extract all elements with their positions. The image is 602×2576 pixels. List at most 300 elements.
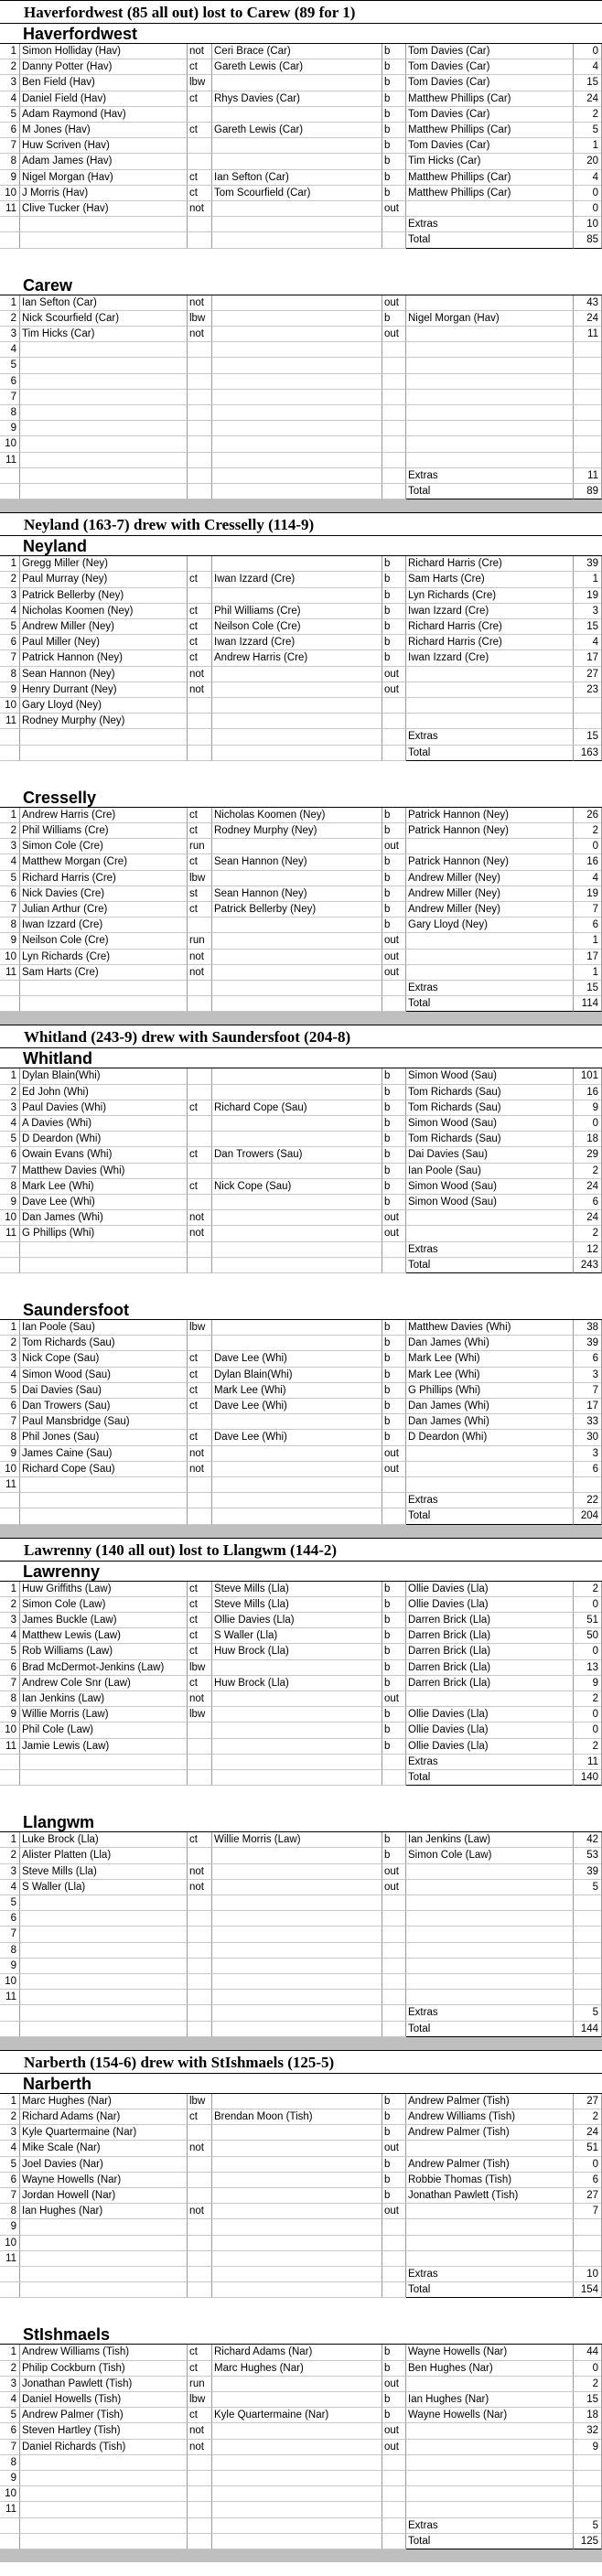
runs-scored bbox=[574, 1927, 602, 1942]
extras-label: Extras bbox=[406, 981, 574, 996]
bowler-name bbox=[406, 1477, 574, 1493]
bowled-marker: b bbox=[382, 1351, 406, 1367]
batting-row bbox=[0, 342, 602, 358]
total-value: 144 bbox=[574, 2022, 602, 2037]
row-number: 3 bbox=[0, 588, 20, 604]
bowler-name: Iwan Izzard (Cre) bbox=[406, 650, 574, 666]
dismissal-type bbox=[188, 138, 212, 154]
bowled-marker bbox=[382, 1927, 406, 1942]
bowled-marker bbox=[382, 2219, 406, 2235]
dismissal-type: lbw bbox=[188, 2392, 212, 2408]
empty-cell bbox=[382, 2005, 406, 2021]
batsman-name: M Jones (Hav) bbox=[20, 123, 188, 138]
fielder-name: Marc Hughes (Nar) bbox=[212, 2361, 382, 2377]
row-number: 6 bbox=[0, 1399, 20, 1414]
empty-cell bbox=[0, 1508, 20, 1524]
dismissal-type: not bbox=[188, 1462, 212, 1477]
batting-row bbox=[0, 2141, 602, 2156]
batsman-name: James Buckle (Law) bbox=[20, 1613, 188, 1628]
fielder-name bbox=[212, 1336, 382, 1351]
bowled-marker: b bbox=[382, 311, 406, 327]
batsman-name: Huw Griffiths (Law) bbox=[20, 1582, 188, 1597]
fielder-name: Steve Mills (Lla) bbox=[212, 1582, 382, 1597]
batsman-name bbox=[20, 421, 188, 436]
row-number: 3 bbox=[0, 1613, 20, 1628]
extras-row bbox=[0, 217, 602, 232]
bowled-marker: b bbox=[382, 886, 406, 902]
bowler-name bbox=[406, 2204, 574, 2219]
fielder-name bbox=[212, 154, 382, 169]
empty-cell bbox=[20, 746, 188, 761]
bowled-marker: b bbox=[382, 44, 406, 59]
bowler-name: Tom Davies (Car) bbox=[406, 107, 574, 123]
fielder-name bbox=[212, 2125, 382, 2141]
bowled-marker: out bbox=[382, 327, 406, 342]
batsman-name bbox=[20, 2251, 188, 2267]
extras-value: 22 bbox=[574, 1493, 602, 1508]
bowler-name bbox=[406, 342, 574, 358]
runs-scored bbox=[574, 1974, 602, 1990]
bowler-name: Tim Hicks (Car) bbox=[406, 154, 574, 169]
empty-cell bbox=[188, 981, 212, 996]
empty-cell bbox=[188, 484, 212, 499]
fielder-name bbox=[212, 453, 382, 468]
fielder-name bbox=[212, 714, 382, 729]
bowled-marker: b bbox=[382, 1068, 406, 1084]
empty-cell bbox=[382, 232, 406, 248]
fielder-name: Willie Morris (Law) bbox=[212, 1832, 382, 1848]
bowled-marker: b bbox=[382, 1195, 406, 1210]
empty-cell bbox=[382, 1508, 406, 1524]
bowler-name: Dan James (Whi) bbox=[406, 1399, 574, 1414]
batting-row bbox=[0, 871, 602, 886]
dismissal-type bbox=[188, 2471, 212, 2486]
batsman-name: Daniel Howells (Tish) bbox=[20, 2392, 188, 2408]
fielder-name bbox=[212, 421, 382, 436]
bowled-marker: b bbox=[382, 138, 406, 154]
runs-scored: 23 bbox=[574, 682, 602, 698]
fielder-name: Sean Hannon (Ney) bbox=[212, 886, 382, 902]
runs-scored: 0 bbox=[574, 839, 602, 854]
runs-scored: 24 bbox=[574, 311, 602, 327]
bowled-marker bbox=[382, 436, 406, 452]
bowler-name bbox=[406, 2423, 574, 2439]
dismissal-type bbox=[188, 588, 212, 604]
bowler-name bbox=[406, 453, 574, 468]
bowled-marker: b bbox=[382, 1848, 406, 1863]
bowled-marker: b bbox=[382, 1723, 406, 1738]
row-number: 11 bbox=[0, 1226, 20, 1241]
innings-spacer bbox=[0, 1273, 602, 1300]
batting-row bbox=[0, 123, 602, 138]
batsman-name: Lyn Richards (Cre) bbox=[20, 950, 188, 965]
bowler-name bbox=[406, 682, 574, 698]
row-number: 7 bbox=[0, 2188, 20, 2204]
runs-scored: 7 bbox=[574, 2204, 602, 2219]
batting-row bbox=[0, 1164, 602, 1179]
bowler-name: Simon Wood (Sau) bbox=[406, 1116, 574, 1132]
batting-row bbox=[0, 1895, 602, 1911]
dismissal-type bbox=[188, 421, 212, 436]
batting-row bbox=[0, 1336, 602, 1351]
bowler-name bbox=[406, 1990, 574, 2005]
batsman-name: D Deardon (Whi) bbox=[20, 1132, 188, 1147]
batsman-name: Simon Cole (Law) bbox=[20, 1597, 188, 1613]
batsman-name: Daniel Field (Hav) bbox=[20, 91, 188, 107]
runs-scored: 2 bbox=[574, 2109, 602, 2125]
extras-row bbox=[0, 729, 602, 745]
bowled-marker: b bbox=[382, 1707, 406, 1723]
dismissal-type: ct bbox=[188, 572, 212, 587]
fielder-name bbox=[212, 1195, 382, 1210]
empty-cell bbox=[0, 746, 20, 761]
bowled-marker bbox=[382, 1959, 406, 1974]
empty-cell bbox=[212, 2267, 382, 2282]
runs-scored: 18 bbox=[574, 1132, 602, 1147]
runs-scored: 0 bbox=[574, 2361, 602, 2377]
dismissal-type: not bbox=[188, 2141, 212, 2156]
runs-scored: 24 bbox=[574, 1179, 602, 1195]
match-separator bbox=[0, 2037, 602, 2050]
match-title: Lawrenny (140 all out) lost to Llangwm (144-2) bbox=[0, 1538, 602, 1562]
batting-row bbox=[0, 75, 602, 91]
bowler-name: Patrick Hannon (Ney) bbox=[406, 808, 574, 823]
bowler-name bbox=[406, 1691, 574, 1707]
bowled-marker bbox=[382, 698, 406, 714]
fielder-name: Dan Trowers (Sau) bbox=[212, 1147, 382, 1163]
batsman-name: Andrew Palmer (Tish) bbox=[20, 2408, 188, 2423]
total-value: 89 bbox=[574, 484, 602, 499]
row-number: 2 bbox=[0, 823, 20, 839]
runs-scored: 24 bbox=[574, 1210, 602, 1226]
empty-cell bbox=[382, 1493, 406, 1508]
dismissal-type bbox=[188, 154, 212, 169]
batting-row bbox=[0, 2125, 602, 2141]
runs-scored: 7 bbox=[574, 1383, 602, 1399]
batsman-name bbox=[20, 374, 188, 390]
empty-cell bbox=[382, 1242, 406, 1258]
fielder-name: Neilson Cole (Cre) bbox=[212, 619, 382, 635]
batting-row bbox=[0, 1226, 602, 1241]
runs-scored: 18 bbox=[574, 2408, 602, 2423]
empty-cell bbox=[382, 468, 406, 484]
bowler-name: Darren Brick (Lla) bbox=[406, 1644, 574, 1659]
batting-row bbox=[0, 1210, 602, 1226]
batsman-name bbox=[20, 390, 188, 405]
batting-row bbox=[0, 1085, 602, 1100]
empty-cell bbox=[212, 981, 382, 996]
bowled-marker: b bbox=[382, 1582, 406, 1597]
batting-row bbox=[0, 965, 602, 981]
fielder-name: Dave Lee (Whi) bbox=[212, 1399, 382, 1414]
bowler-name: Darren Brick (Lla) bbox=[406, 1676, 574, 1691]
bowler-name: Ollie Davies (Lla) bbox=[406, 1597, 574, 1613]
dismissal-type: not bbox=[188, 1880, 212, 1895]
row-number: 9 bbox=[0, 933, 20, 949]
fielder-name bbox=[212, 1226, 382, 1241]
row-number: 11 bbox=[0, 965, 20, 981]
batsman-name bbox=[20, 1911, 188, 1927]
runs-scored: 0 bbox=[574, 1116, 602, 1132]
runs-scored: 2 bbox=[574, 1739, 602, 1755]
batting-row bbox=[0, 1462, 602, 1477]
dismissal-type: ct bbox=[188, 604, 212, 619]
fielder-name bbox=[212, 588, 382, 604]
runs-scored: 51 bbox=[574, 1613, 602, 1628]
batsman-name: Adam Raymond (Hav) bbox=[20, 107, 188, 123]
dismissal-type: lbw bbox=[188, 1707, 212, 1723]
empty-cell bbox=[0, 2005, 20, 2021]
row-number: 2 bbox=[0, 2109, 20, 2125]
empty-cell bbox=[212, 996, 382, 1012]
bowled-marker bbox=[382, 2455, 406, 2471]
batting-row bbox=[0, 886, 602, 902]
runs-scored: 9 bbox=[574, 1676, 602, 1691]
row-number: 9 bbox=[0, 2219, 20, 2235]
row-number: 2 bbox=[0, 1336, 20, 1351]
batting-row bbox=[0, 311, 602, 327]
bowled-marker: b bbox=[382, 1116, 406, 1132]
bowled-marker bbox=[382, 2502, 406, 2517]
bowler-name: Patrick Hannon (Ney) bbox=[406, 823, 574, 839]
row-number: 8 bbox=[0, 1943, 20, 1959]
empty-cell bbox=[212, 217, 382, 232]
batting-row bbox=[0, 1147, 602, 1163]
runs-scored: 16 bbox=[574, 854, 602, 870]
batsman-name bbox=[20, 2455, 188, 2471]
bowler-name bbox=[406, 1974, 574, 1990]
batting-row bbox=[0, 1414, 602, 1430]
dismissal-type: ct bbox=[188, 1399, 212, 1414]
total-row bbox=[0, 1508, 602, 1524]
bowled-marker: b bbox=[382, 1179, 406, 1195]
bowler-name: Ben Hughes (Nar) bbox=[406, 2361, 574, 2377]
empty-cell bbox=[0, 484, 20, 499]
bowled-marker: out bbox=[382, 1691, 406, 1707]
batsman-name: Paul Miller (Ney) bbox=[20, 635, 188, 650]
bowler-name bbox=[406, 950, 574, 965]
empty-cell bbox=[212, 1755, 382, 1770]
batsman-name: Rob Williams (Law) bbox=[20, 1644, 188, 1659]
extras-value: 11 bbox=[574, 1755, 602, 1770]
runs-scored: 0 bbox=[574, 201, 602, 217]
batsman-name: Ian Sefton (Car) bbox=[20, 295, 188, 311]
fielder-name bbox=[212, 1068, 382, 1084]
batting-row bbox=[0, 2157, 602, 2173]
row-number: 9 bbox=[0, 1195, 20, 1210]
runs-scored: 5 bbox=[574, 1880, 602, 1895]
bowled-marker: out bbox=[382, 1210, 406, 1226]
bowler-name bbox=[406, 1959, 574, 1974]
empty-cell bbox=[20, 2005, 188, 2021]
row-number: 8 bbox=[0, 918, 20, 933]
batsman-name: Daniel Richards (Tish) bbox=[20, 2440, 188, 2455]
runs-scored: 43 bbox=[574, 295, 602, 311]
extras-label: Extras bbox=[406, 729, 574, 745]
empty-cell bbox=[212, 1258, 382, 1273]
dismissal-type: ct bbox=[188, 2109, 212, 2125]
batting-row bbox=[0, 667, 602, 682]
fielder-name bbox=[212, 1880, 382, 1895]
bowled-marker: b bbox=[382, 1147, 406, 1163]
dismissal-type bbox=[188, 1414, 212, 1430]
row-number: 5 bbox=[0, 107, 20, 123]
batting-row bbox=[0, 44, 602, 59]
fielder-name bbox=[212, 2423, 382, 2439]
total-value: 163 bbox=[574, 746, 602, 761]
row-number: 5 bbox=[0, 1644, 20, 1659]
empty-cell bbox=[20, 484, 188, 499]
dismissal-type: ct bbox=[188, 1351, 212, 1367]
batsman-name bbox=[20, 1477, 188, 1493]
batsman-name: Sam Harts (Cre) bbox=[20, 965, 188, 981]
runs-scored: 33 bbox=[574, 1414, 602, 1430]
batting-row bbox=[0, 2094, 602, 2109]
row-number: 9 bbox=[0, 2471, 20, 2486]
empty-cell bbox=[212, 746, 382, 761]
dismissal-type: ct bbox=[188, 1644, 212, 1659]
row-number: 6 bbox=[0, 1911, 20, 1927]
bowler-name: Mark Lee (Whi) bbox=[406, 1351, 574, 1367]
batting-row bbox=[0, 933, 602, 949]
row-number: 8 bbox=[0, 1430, 20, 1445]
bowler-name bbox=[406, 965, 574, 981]
row-number: 5 bbox=[0, 2157, 20, 2173]
runs-scored: 0 bbox=[574, 2157, 602, 2173]
bowler-name bbox=[406, 2141, 574, 2156]
fielder-name bbox=[212, 2455, 382, 2471]
bowled-marker: b bbox=[382, 2157, 406, 2173]
batsman-name: Steve Mills (Lla) bbox=[20, 1864, 188, 1880]
total-value: 140 bbox=[574, 1770, 602, 1786]
runs-scored: 4 bbox=[574, 871, 602, 886]
runs-scored: 27 bbox=[574, 667, 602, 682]
runs-scored: 19 bbox=[574, 588, 602, 604]
dismissal-type bbox=[188, 1895, 212, 1911]
dismissal-type bbox=[188, 1739, 212, 1755]
extras-row bbox=[0, 468, 602, 484]
runs-scored: 1 bbox=[574, 138, 602, 154]
batting-row bbox=[0, 823, 602, 839]
row-number: 9 bbox=[0, 1959, 20, 1974]
batsman-name: Henry Durrant (Ney) bbox=[20, 682, 188, 698]
row-number: 7 bbox=[0, 2440, 20, 2455]
runs-scored bbox=[574, 2251, 602, 2267]
batsman-name: Phil Jones (Sau) bbox=[20, 1430, 188, 1445]
batting-row bbox=[0, 572, 602, 587]
dismissal-type bbox=[188, 1164, 212, 1179]
batsman-name: Phil Williams (Cre) bbox=[20, 823, 188, 839]
row-number: 11 bbox=[0, 453, 20, 468]
bowled-marker: b bbox=[382, 823, 406, 839]
total-row bbox=[0, 996, 602, 1012]
fielder-name: Andrew Harris (Cre) bbox=[212, 650, 382, 666]
row-number: 7 bbox=[0, 1676, 20, 1691]
bowler-name bbox=[406, 714, 574, 729]
dismissal-type: lbw bbox=[188, 1660, 212, 1676]
batting-row bbox=[0, 854, 602, 870]
total-row bbox=[0, 232, 602, 248]
empty-cell bbox=[20, 2518, 188, 2534]
fielder-name bbox=[212, 2486, 382, 2502]
total-label: Total bbox=[406, 996, 574, 1012]
row-number: 10 bbox=[0, 1462, 20, 1477]
batting-row bbox=[0, 650, 602, 666]
bowled-marker: b bbox=[382, 1613, 406, 1628]
runs-scored: 26 bbox=[574, 808, 602, 823]
bowled-marker: b bbox=[382, 1430, 406, 1445]
batsman-name: Neilson Cole (Cre) bbox=[20, 933, 188, 949]
row-number: 1 bbox=[0, 1582, 20, 1597]
dismissal-type bbox=[188, 1085, 212, 1100]
fielder-name: Richard Adams (Nar) bbox=[212, 2345, 382, 2360]
dismissal-type bbox=[188, 714, 212, 729]
bowler-name: Darren Brick (Lla) bbox=[406, 1660, 574, 1676]
dismissal-type bbox=[188, 1723, 212, 1738]
batsman-name: Dave Lee (Whi) bbox=[20, 1195, 188, 1210]
bowler-name bbox=[406, 2471, 574, 2486]
bowled-marker: b bbox=[382, 1100, 406, 1116]
batsman-name: Patrick Hannon (Ney) bbox=[20, 650, 188, 666]
team-name: Haverfordwest bbox=[0, 24, 602, 44]
batsman-name: G Phillips (Whi) bbox=[20, 1226, 188, 1241]
batting-row bbox=[0, 1116, 602, 1132]
bowler-name: Matthew Phillips (Car) bbox=[406, 91, 574, 107]
dismissal-type bbox=[188, 374, 212, 390]
bowler-name: Sam Harts (Cre) bbox=[406, 572, 574, 587]
batsman-name: Luke Brock (Lla) bbox=[20, 1832, 188, 1848]
batting-row bbox=[0, 1320, 602, 1336]
empty-cell bbox=[0, 1493, 20, 1508]
dismissal-type: run bbox=[188, 933, 212, 949]
dismissal-type: ct bbox=[188, 650, 212, 666]
runs-scored: 6 bbox=[574, 1195, 602, 1210]
row-number: 10 bbox=[0, 1723, 20, 1738]
bowled-marker: b bbox=[382, 186, 406, 201]
batting-row bbox=[0, 1974, 602, 1990]
row-number: 6 bbox=[0, 1147, 20, 1163]
runs-scored: 42 bbox=[574, 1832, 602, 1848]
batting-row bbox=[0, 588, 602, 604]
row-number: 3 bbox=[0, 327, 20, 342]
empty-cell bbox=[188, 2005, 212, 2021]
bowler-name bbox=[406, 2502, 574, 2517]
bowled-marker: out bbox=[382, 1446, 406, 1462]
runs-scored: 44 bbox=[574, 2345, 602, 2360]
bowler-name: Ollie Davies (Lla) bbox=[406, 1723, 574, 1738]
team-name: Carew bbox=[0, 275, 602, 295]
extras-row bbox=[0, 1242, 602, 1258]
runs-scored bbox=[574, 436, 602, 452]
empty-cell bbox=[212, 232, 382, 248]
row-number: 1 bbox=[0, 2094, 20, 2109]
fielder-name bbox=[212, 1990, 382, 2005]
bowled-marker bbox=[382, 714, 406, 729]
fielder-name: Brendan Moon (Tish) bbox=[212, 2109, 382, 2125]
batsman-name: Nick Scourfield (Car) bbox=[20, 311, 188, 327]
dismissal-type: ct bbox=[188, 1147, 212, 1163]
batting-row bbox=[0, 2109, 602, 2125]
bowler-name bbox=[406, 2486, 574, 2502]
match-separator bbox=[0, 1525, 602, 1538]
batting-row bbox=[0, 2486, 602, 2502]
total-row bbox=[0, 2282, 602, 2298]
dismissal-type: ct bbox=[188, 91, 212, 107]
batting-row bbox=[0, 1707, 602, 1723]
fielder-name bbox=[212, 1462, 382, 1477]
bowled-marker bbox=[382, 2486, 406, 2502]
batsman-name bbox=[20, 358, 188, 373]
